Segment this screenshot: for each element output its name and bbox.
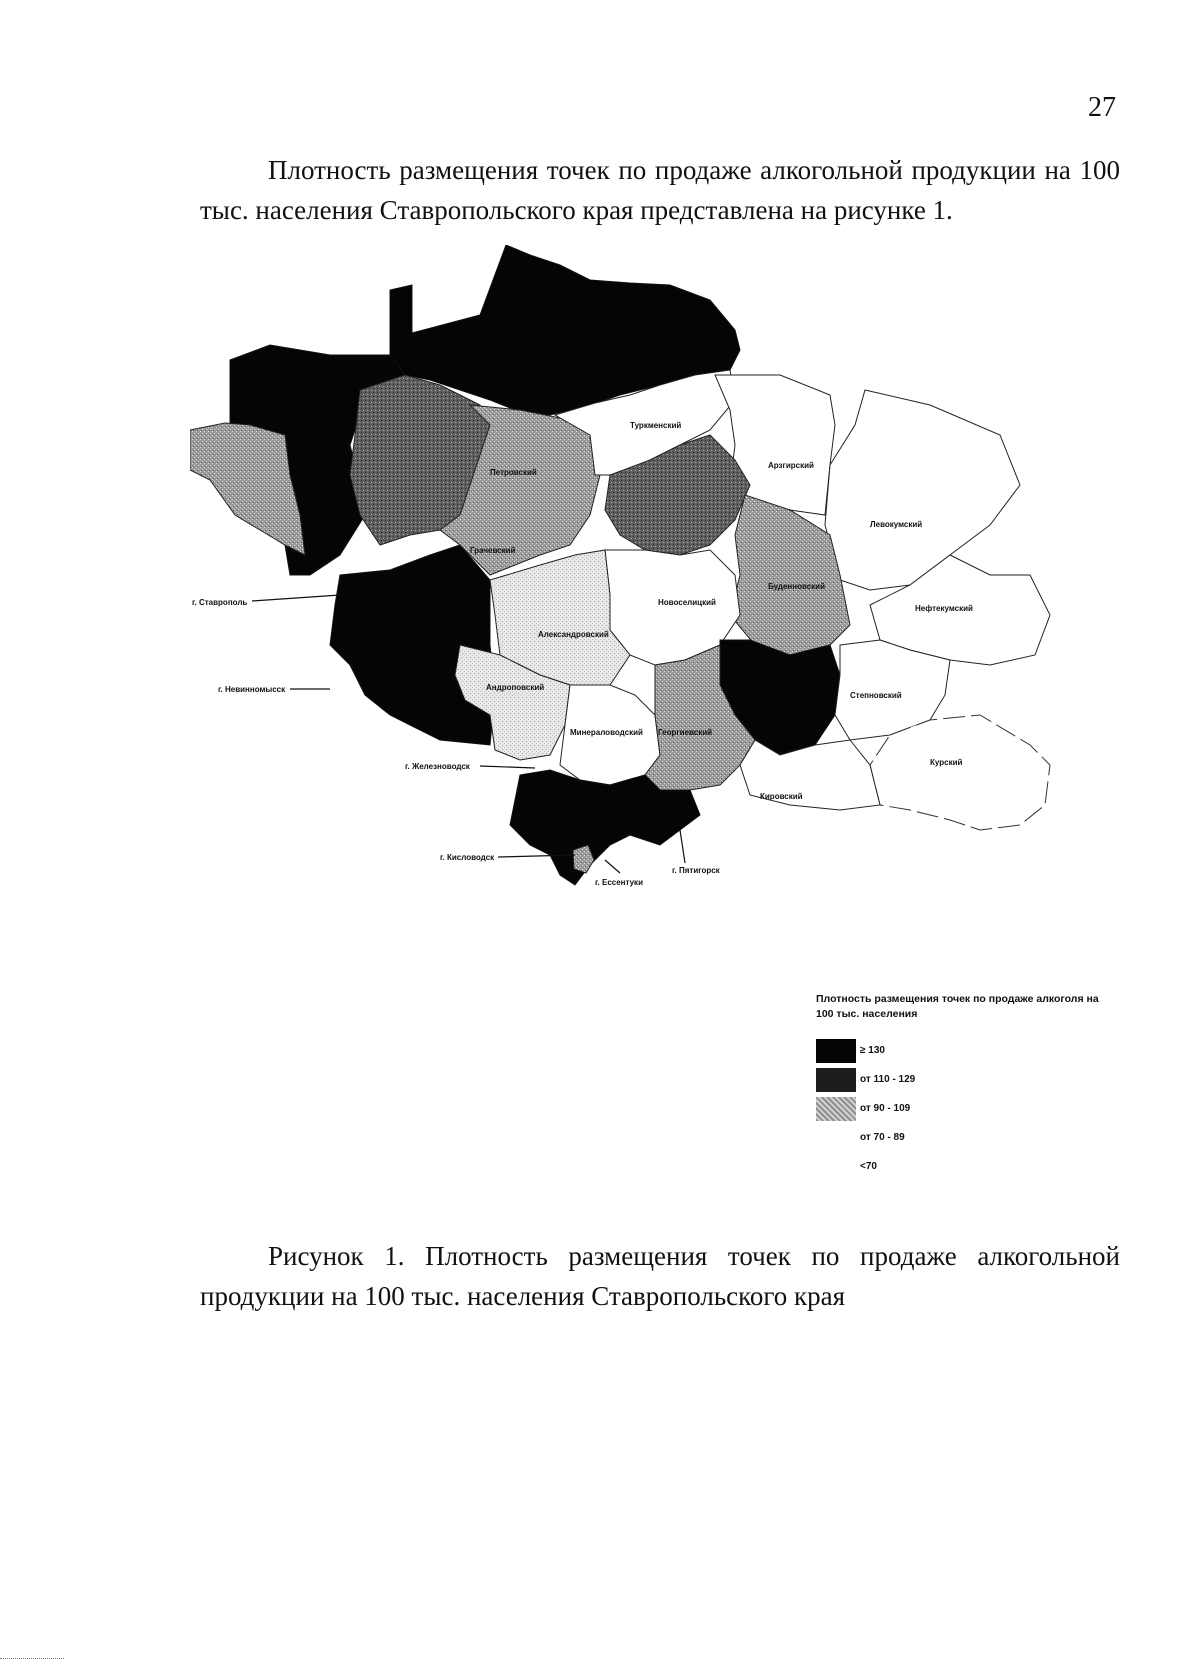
label-turkmensky: Туркменский bbox=[630, 421, 682, 430]
legend-item bbox=[816, 1152, 1116, 1181]
map-legend bbox=[816, 992, 1116, 1181]
label-kursky: Курский bbox=[930, 758, 963, 767]
legend-label: ≥ 130 bbox=[860, 1045, 885, 1056]
page-number: 27 bbox=[1088, 92, 1116, 123]
label-levokumsky: Левокумский bbox=[870, 520, 923, 529]
label-neftekumsky: Нефтекумский bbox=[915, 604, 973, 613]
label-kislovodsk: г. Кисловодск bbox=[440, 853, 495, 862]
label-petrovsky: Петровский bbox=[490, 468, 537, 477]
region-levokumsky bbox=[825, 390, 1020, 590]
region-southwest-black bbox=[330, 545, 495, 745]
legend-label: от 90 - 109 bbox=[860, 1103, 911, 1114]
region-kursky bbox=[870, 715, 1050, 830]
legend-item bbox=[816, 1036, 1116, 1065]
legend-label: <70 bbox=[860, 1161, 877, 1172]
label-aleksandrovsky: Александровский bbox=[538, 630, 609, 639]
label-georgievsky: Георгиевский bbox=[658, 728, 713, 737]
legend-swatch-black bbox=[816, 1039, 856, 1063]
label-budennovsky: Буденновский bbox=[768, 582, 825, 591]
legend-item bbox=[816, 1065, 1116, 1094]
label-novoselitsky: Новоселицкий bbox=[658, 598, 716, 607]
figure-caption: Рисунок 1. Плотность размещения точек по продаже алкогольной продукции на 100 тыс. населения Ставропольского края bbox=[200, 1241, 1120, 1311]
intro-paragraph: Плотность размещения точек по продаже алкогольной продукции на 100 тыс. населения Ставропольского края представлена на рисунке 1. bbox=[200, 155, 1120, 225]
legend-swatch-white bbox=[816, 1155, 856, 1179]
label-stepnovsky: Степновский bbox=[850, 691, 902, 700]
legend-swatch-light bbox=[816, 1126, 856, 1150]
label-essentuki: г. Ессентуки bbox=[595, 878, 643, 887]
legend-label: от 70 - 89 bbox=[860, 1132, 905, 1143]
legend-item bbox=[816, 1123, 1116, 1152]
label-zheleznovodsk: г. Железноводск bbox=[405, 762, 470, 771]
label-grachevsky: Грачевский bbox=[470, 546, 516, 555]
label-arzgirsky: Арзгирский bbox=[768, 461, 814, 470]
label-andropovsky: Андроповский bbox=[486, 683, 545, 692]
label-stavropol: г. Ставрополь bbox=[192, 598, 248, 607]
label-pyatigorsk: г. Пятигорск bbox=[672, 866, 720, 875]
legend-swatch-dark bbox=[816, 1068, 856, 1092]
label-nevinnomyssk: г. Невинномысск bbox=[218, 685, 286, 694]
scan-artifact bbox=[0, 1658, 64, 1661]
label-mineralovodsky: Минераловодский bbox=[570, 728, 643, 737]
legend-item bbox=[816, 1094, 1116, 1123]
legend-swatch-mid bbox=[816, 1097, 856, 1121]
legend-label: от 110 - 129 bbox=[860, 1074, 916, 1085]
density-map bbox=[190, 245, 1120, 965]
legend-title: Плотность размещения точек по продаже алкоголя на 100 тыс. населения bbox=[816, 993, 1099, 1020]
label-kirovsky: Кировский bbox=[760, 792, 803, 801]
